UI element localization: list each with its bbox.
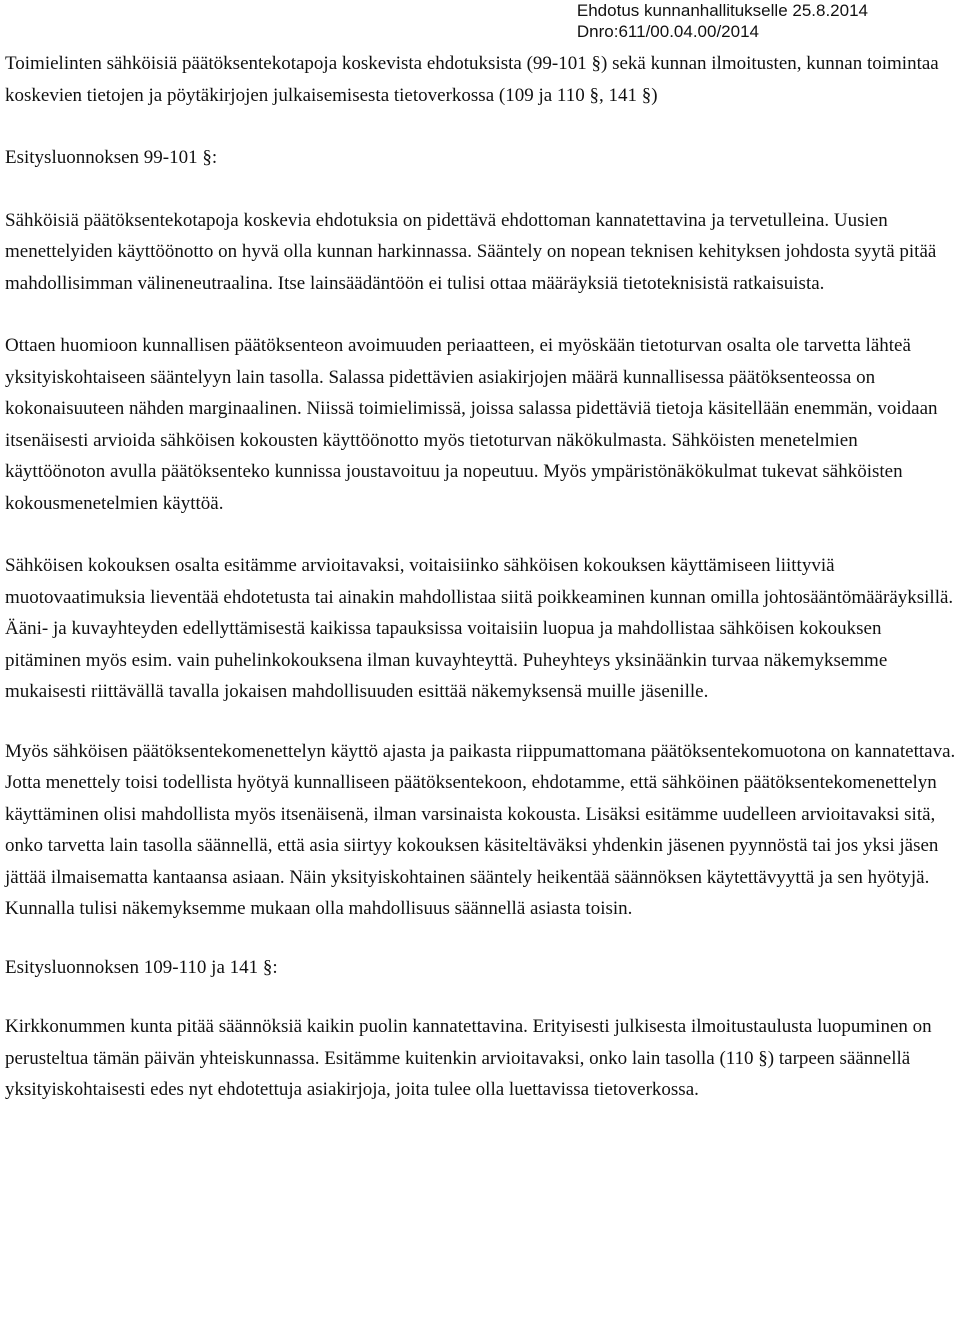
section-heading-109-110-141: Esitysluonnoksen 109-110 ja 141 §: <box>5 956 278 978</box>
paragraph-2: Ottaen huomioon kunnallisen päätöksenteon avoimuuden periaatteen, ei myöskään tietoturvan osalta ole tarvetta lähteä yksityiskohtaiseen sääntelyyn lain tasolla. Salassa pidettävien asiakirjojen määrä kunnallisessa päätöksenteossa on kokonaisuuteen nähden marginaalinen. Niissä toimielimissä, joissa salassa pidettäviä tietoja käsitellään enemmän, voidaan itsenäisesti arvioida sähköisen kokousten käyttöönotto myös tietoturvan näkökulmasta. Sähköisten menetelmien käyttöönoton avulla päätöksenteko kunnissa joustavoituu ja nopeutuu. Myös ympäristönäkökulmat tukevat sähköisten kokousmenetelmien käyttöä. <box>5 335 938 514</box>
section-heading-99-101: Esitysluonnoksen 99-101 §: <box>5 147 218 168</box>
header-proposal-line: Ehdotus kunnanhallitukselle 25.8.2014 <box>576 1 868 20</box>
document-header <box>577 0 868 42</box>
paragraph-1: Sähköisiä päätöksentekotapoja koskevia ehdotuksia on pidettävä ehdottoman kannatettavina ja tervetulleina. Uusien menettelyiden käyttöönotto on hyvä olla kunnan harkinnassa. Sääntely on nopean teknisen kehityksen johdosta syytä pitää mahdollisimman välineneutraalina. Itse lainsäädäntöön ei tulisi ottaa määräyksiä tietoteknisistä ratkaisuista. <box>5 209 937 294</box>
paragraph-4: Myös sähköisen päätöksentekomenettelyn käyttö ajasta ja paikasta riippumattomana päätöksentekomuotona on kannatettava. Jotta menettely toisi todellista hyötyä kunnalliseen päätöksentekoon, ehdotamme, että sähköinen päätöksentekomenettelyn käyttäminen olisi mahdollista myös itsenäisenä, ilman varsinaista kokousta. Lisäksi esitämme uudelleen arvioitavaksi sitä, onko tarvetta lain tasolla säännellä, että asia siirtyy kokouksen käsiteltäväksi yhdenkin jäsenen pyynnöstä tai jos yksi jäsen jättää ilmaisematta kantaansa asiaan. Näin yksityiskohtainen sääntely heikentää säännöksen käytettävyyttä ja sen hyötyjä. Kunnalla tulisi näkemyksemme mukaan olla mahdollisuus säännellä asiasta toisin. <box>5 740 956 919</box>
header-dnro-line: Dnro:611/00.04.00/2014 <box>576 22 760 41</box>
document-title: Toimielinten sähköisiä päätöksentekotapoja koskevista ehdotuksista (99-101 §) sekä kunnan ilmoitusten, kunnan toimintaa koskevien tietojen ja pöytäkirjojen julkaisemisesta tietoverkossa (109 ja 110 §, 141 §) <box>5 53 939 106</box>
document-body <box>5 48 960 1106</box>
paragraph-5: Kirkkonummen kunta pitää säännöksiä kaikin puolin kannatettavina. Erityisesti julkisesta ilmoitustaulusta luopuminen on perusteltua tämän päivän yhteiskunnassa. Esitämme kuitenkin arvioitavaksi, onko lain tasolla (110 §) tarpeen säännellä yksityiskohtaisesti edes nyt ehdotettuja asiakirjoja, joita tulee olla luettavissa tietoverkossa. <box>5 1016 932 1100</box>
paragraph-3: Sähköisen kokouksen osalta esitämme arvioitavaksi, voitaisiinko sähköisen kokouksen käyttämiseen liittyviä muotovaatimuksia lieventää ehdotetusta tai ainakin mahdollistaa siitä poikkeaminen kunnan omilla johtosääntömääräyksillä. Ääni- ja kuvayhteyden edellyttämisestä kaikissa tapauksissa voitaisiin luopua ja mahdollistaa sähköisen kokouksen pitäminen myös esim. vain puhelinkokouksena ilman kuvayhteyttä. Puheyhteys yksinäänkin turvaa näkemyksemme mukaisesti riittävällä tavalla jokaisen mahdollisuuden esittää näkemyksensä muille jäsenille. <box>5 555 954 702</box>
